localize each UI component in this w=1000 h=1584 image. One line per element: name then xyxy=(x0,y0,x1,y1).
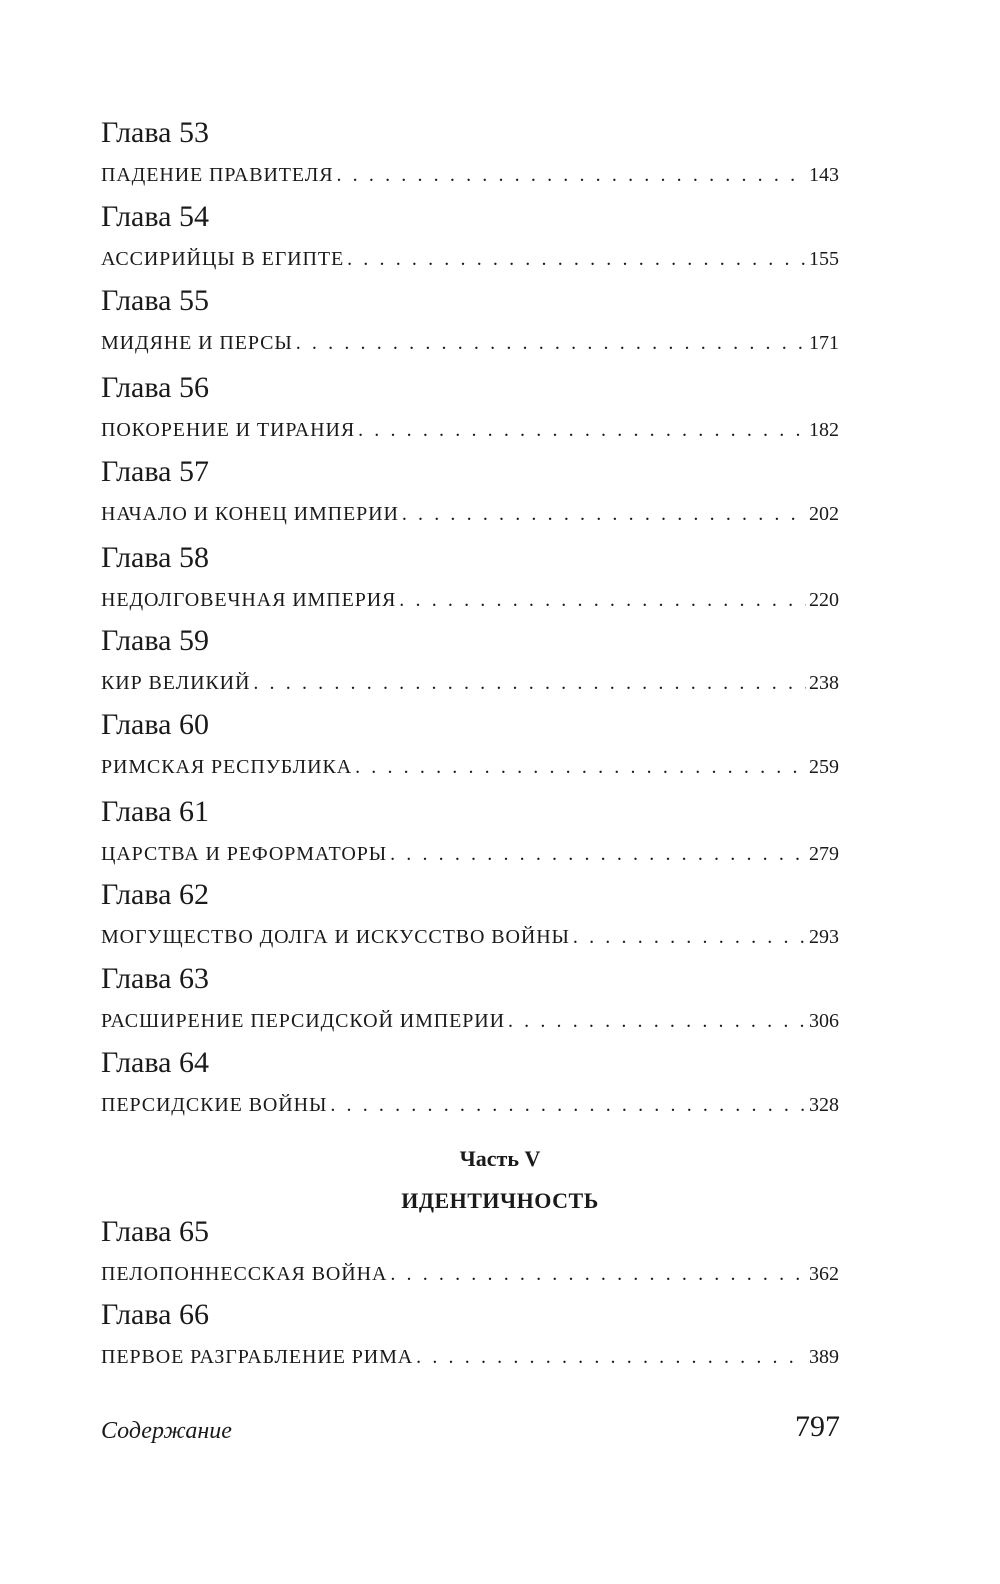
dot-leader xyxy=(402,503,806,526)
chapter-number: Глава 62 xyxy=(101,878,209,911)
page-number: 389 xyxy=(809,1346,839,1368)
chapter-number: Глава 53 xyxy=(101,116,209,149)
toc-line xyxy=(101,1346,839,1370)
toc-line xyxy=(101,419,839,443)
toc-line xyxy=(101,926,839,950)
dot-leader xyxy=(347,248,806,271)
dot-leader xyxy=(253,672,806,695)
chapter-number: Глава 65 xyxy=(101,1215,209,1248)
part-title: ИДЕНТИЧНОСТЬ xyxy=(401,1188,599,1213)
page-number: 328 xyxy=(809,1094,839,1116)
page-number: 220 xyxy=(809,589,839,611)
chapter-title: МОГУЩЕСТВО ДОЛГА И ИСКУССТВО ВОЙНЫ xyxy=(101,926,570,948)
chapter-number: Глава 57 xyxy=(101,455,209,488)
toc-line xyxy=(101,248,839,272)
chapter-number: Глава 61 xyxy=(101,795,209,828)
toc-line xyxy=(101,672,839,696)
chapter-title: ПЕЛОПОННЕССКАЯ ВОЙНА xyxy=(101,1263,388,1285)
page-number: 143 xyxy=(809,164,839,186)
chapter-number: Глава 54 xyxy=(101,200,209,233)
chapter-number: Глава 56 xyxy=(101,371,209,404)
dot-leader xyxy=(573,926,806,949)
page-number: 306 xyxy=(809,1010,839,1032)
dot-leader xyxy=(390,843,806,866)
chapter-title: АССИРИЙЦЫ В ЕГИПТЕ xyxy=(101,248,345,270)
running-footer-title: Содержание xyxy=(101,1418,232,1444)
toc-line xyxy=(101,164,839,188)
page-number: 259 xyxy=(809,756,839,778)
toc-line xyxy=(101,1263,839,1287)
chapter-title: ПОКОРЕНИЕ И ТИРАНИЯ xyxy=(101,419,356,441)
chapter-title: ЦАРСТВА И РЕФОРМАТОРЫ xyxy=(101,843,388,865)
page-number: 155 xyxy=(809,248,839,270)
chapter-number: Глава 59 xyxy=(101,624,209,657)
dot-leader xyxy=(399,589,806,612)
page-number: 279 xyxy=(809,843,839,865)
chapter-number: Глава 66 xyxy=(101,1298,209,1331)
part-label: Часть V xyxy=(459,1146,541,1171)
dot-leader xyxy=(330,1094,806,1117)
toc-line xyxy=(101,503,839,527)
page-number: 238 xyxy=(809,672,839,694)
chapter-title: РАСШИРЕНИЕ ПЕРСИДСКОЙ ИМПЕРИИ xyxy=(101,1010,505,1032)
chapter-number: Глава 64 xyxy=(101,1046,209,1079)
dot-leader xyxy=(336,164,806,187)
dot-leader xyxy=(355,756,806,779)
chapter-title: КИР ВЕЛИКИЙ xyxy=(101,672,251,694)
folio-page-number: 797 xyxy=(795,1410,840,1443)
page-number: 362 xyxy=(809,1263,839,1285)
chapter-title: МИДЯНЕ И ПЕРСЫ xyxy=(101,332,293,354)
page-number: 202 xyxy=(809,503,839,525)
page-number: 171 xyxy=(809,332,839,354)
toc-line xyxy=(101,756,839,780)
dot-leader xyxy=(390,1263,806,1286)
chapter-title: НЕДОЛГОВЕЧНАЯ ИМПЕРИЯ xyxy=(101,589,397,611)
toc-line xyxy=(101,843,839,867)
page-number: 293 xyxy=(809,926,839,948)
dot-leader xyxy=(416,1346,806,1369)
dot-leader xyxy=(296,332,806,355)
page-number: 182 xyxy=(809,419,839,441)
chapter-title: РИМСКАЯ РЕСПУБЛИКА xyxy=(101,756,353,778)
toc-line xyxy=(101,1010,839,1034)
toc-line xyxy=(101,589,839,613)
chapter-title: НАЧАЛО И КОНЕЦ ИМПЕРИИ xyxy=(101,503,399,525)
chapter-title: ПАДЕНИЕ ПРАВИТЕЛЯ xyxy=(101,164,334,186)
chapter-number: Глава 58 xyxy=(101,541,209,574)
dot-leader xyxy=(358,419,806,442)
toc-line xyxy=(101,332,839,356)
toc-line xyxy=(101,1094,839,1118)
dot-leader xyxy=(508,1010,806,1033)
chapter-number: Глава 60 xyxy=(101,708,209,741)
chapter-title: ПЕРВОЕ РАЗГРАБЛЕНИЕ РИМА xyxy=(101,1346,414,1368)
chapter-number: Глава 55 xyxy=(101,284,209,317)
chapter-number: Глава 63 xyxy=(101,962,209,995)
chapter-title: ПЕРСИДСКИЕ ВОЙНЫ xyxy=(101,1094,328,1116)
